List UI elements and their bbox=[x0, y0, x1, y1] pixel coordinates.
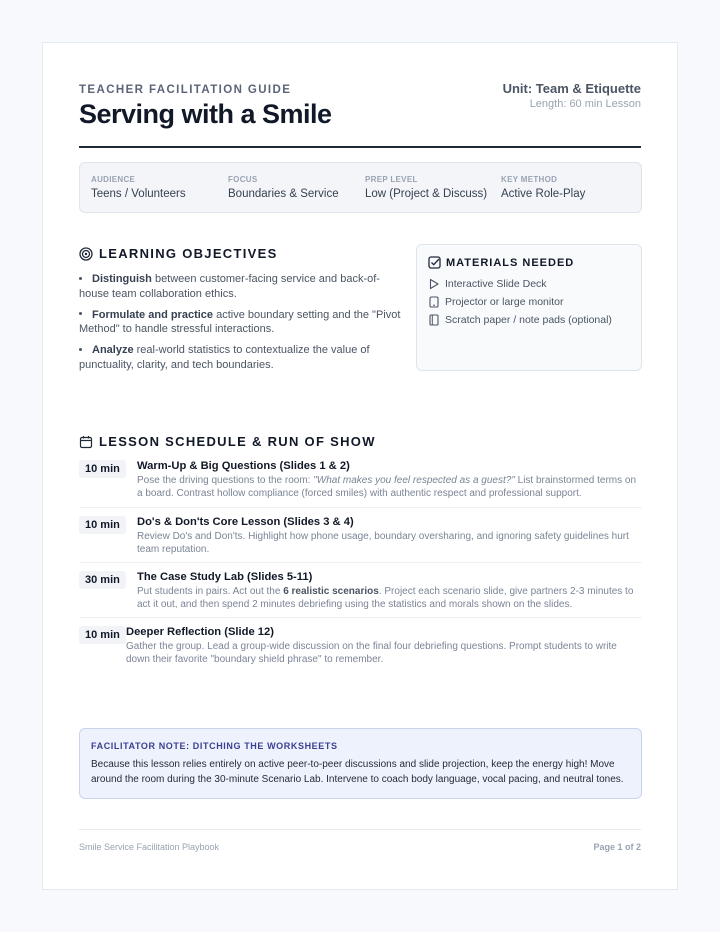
schedule-title: The Case Study Lab (Slides 5-11) bbox=[137, 571, 313, 583]
header-rule bbox=[79, 146, 641, 148]
play-icon bbox=[428, 278, 440, 290]
time-badge: 10 min bbox=[79, 626, 126, 644]
material-label: Projector or large monitor bbox=[445, 296, 564, 308]
schedule-title: Deeper Reflection (Slide 12) bbox=[126, 626, 274, 638]
meta-prep-level bbox=[365, 175, 487, 200]
target-icon bbox=[79, 247, 93, 261]
material-item bbox=[428, 314, 612, 326]
schedule-description bbox=[137, 475, 642, 500]
schedule-title: Do's & Don'ts Core Lesson (Slides 3 & 4) bbox=[137, 516, 354, 528]
time-badge: 30 min bbox=[79, 571, 126, 589]
objective-text: between customer-facing service and back-of-house team collaboration ethics. bbox=[79, 273, 380, 300]
length-label: Length: 60 min Lesson bbox=[529, 98, 641, 110]
list-item bbox=[79, 308, 409, 337]
schedule-row bbox=[79, 460, 642, 508]
meta-value: Boundaries & Service bbox=[228, 188, 339, 200]
page-number: Page 1 of 2 bbox=[593, 842, 641, 852]
desc-strong: 6 realistic scenarios bbox=[283, 586, 379, 597]
list-item bbox=[79, 272, 409, 301]
meta-label: KEY METHOD bbox=[501, 175, 558, 184]
objective-text: active boundary setting and the "Pivot Method" to handle stressful interactions. bbox=[79, 308, 401, 335]
objective-keyword: Analyze bbox=[92, 344, 134, 356]
bullet bbox=[79, 277, 82, 280]
bullet bbox=[79, 348, 82, 351]
meta-value: Active Role-Play bbox=[501, 188, 586, 200]
meta-label: FOCUS bbox=[228, 175, 258, 184]
time-badge: 10 min bbox=[79, 516, 126, 534]
materials-panel bbox=[416, 244, 642, 371]
schedule-description bbox=[137, 586, 642, 611]
desc-text: . Project each scenario slide, give partners 2-3 minutes to act it out, and then spend 2 minutes debriefing using the statistics and morals shown on the slides. bbox=[137, 586, 634, 610]
material-label: Interactive Slide Deck bbox=[445, 278, 547, 290]
materials-heading bbox=[428, 256, 574, 269]
notebook-icon bbox=[428, 314, 440, 326]
desc-text: List brainstormed terms on a board. Contrast hollow compliance (forced smiles) with authentic respect and professional support. bbox=[137, 475, 637, 499]
objective-text: real-world statistics to contextualize the value of punctuality, clarity, and tech boundaries. bbox=[79, 344, 370, 371]
note-body: Because this lesson relies entirely on active peer-to-peer discussions and slide projection, keep the energy high! Move around the room during the 30-minute Scenario Lab. Intervene to coach body language, vocal pacing, and neutral tones. bbox=[91, 759, 624, 785]
schedule-row bbox=[79, 571, 642, 618]
desc-text: Pose the driving questions to the room: bbox=[137, 475, 314, 486]
footer-rule bbox=[79, 829, 641, 830]
objectives-list bbox=[79, 272, 409, 379]
meta-panel bbox=[79, 162, 642, 213]
desc-text: Gather the group. Lead a group-wide discussion on the final four debriefing questions. Prompt students to write down their favorite "boundary shield phrase" to remember. bbox=[126, 641, 617, 665]
document-title: Serving with a Smile bbox=[79, 99, 332, 129]
desc-text: Put students in pairs. Act out the bbox=[137, 586, 284, 597]
schedule-heading-text: LESSON SCHEDULE & RUN OF SHOW bbox=[99, 434, 376, 449]
note-heading: FACILITATOR NOTE: DITCHING THE WORKSHEETS bbox=[91, 741, 338, 751]
meta-focus bbox=[228, 175, 339, 200]
facilitator-note bbox=[79, 728, 642, 799]
meta-audience bbox=[91, 175, 186, 200]
meta-value: Teens / Volunteers bbox=[91, 188, 186, 200]
objectives-heading bbox=[79, 246, 278, 261]
meta-label: PREP LEVEL bbox=[365, 175, 418, 184]
schedule-heading bbox=[79, 434, 376, 449]
objectives-heading-text: LEARNING OBJECTIVES bbox=[99, 246, 278, 261]
material-item bbox=[428, 296, 563, 308]
calendar-icon bbox=[79, 435, 93, 449]
objective-keyword: Distinguish bbox=[92, 273, 152, 285]
bullet bbox=[79, 312, 82, 315]
meta-key-method bbox=[501, 175, 585, 200]
schedule-title: Warm-Up & Big Questions (Slides 1 & 2) bbox=[137, 460, 350, 472]
unit-label: Unit: Team & Etiquette bbox=[502, 81, 641, 96]
schedule-row bbox=[79, 626, 642, 673]
schedule-description bbox=[137, 531, 642, 556]
desc-quote: "What makes you feel respected as a guest?" bbox=[313, 475, 515, 486]
tablet-icon bbox=[428, 296, 440, 308]
meta-value: Low (Project & Discuss) bbox=[365, 188, 488, 200]
time-badge: 10 min bbox=[79, 460, 126, 478]
desc-text: Review Do's and Don'ts. Highlight how phone usage, boundary oversharing, and ignoring safety guidelines hurt team reputation. bbox=[137, 531, 629, 555]
document-subtitle: TEACHER FACILITATION GUIDE bbox=[79, 84, 292, 96]
material-label: Scratch paper / note pads (optional) bbox=[445, 314, 612, 326]
schedule-description bbox=[126, 641, 642, 666]
document-page bbox=[42, 42, 678, 890]
materials-heading-text: MATERIALS NEEDED bbox=[446, 256, 575, 269]
meta-label: AUDIENCE bbox=[91, 175, 136, 184]
objective-keyword: Formulate and practice bbox=[92, 308, 214, 321]
list-item bbox=[79, 343, 409, 372]
material-item bbox=[428, 278, 547, 290]
checkbox-icon bbox=[428, 256, 441, 269]
schedule-row bbox=[79, 516, 642, 563]
footer-title: Smile Service Facilitation Playbook bbox=[79, 842, 220, 852]
